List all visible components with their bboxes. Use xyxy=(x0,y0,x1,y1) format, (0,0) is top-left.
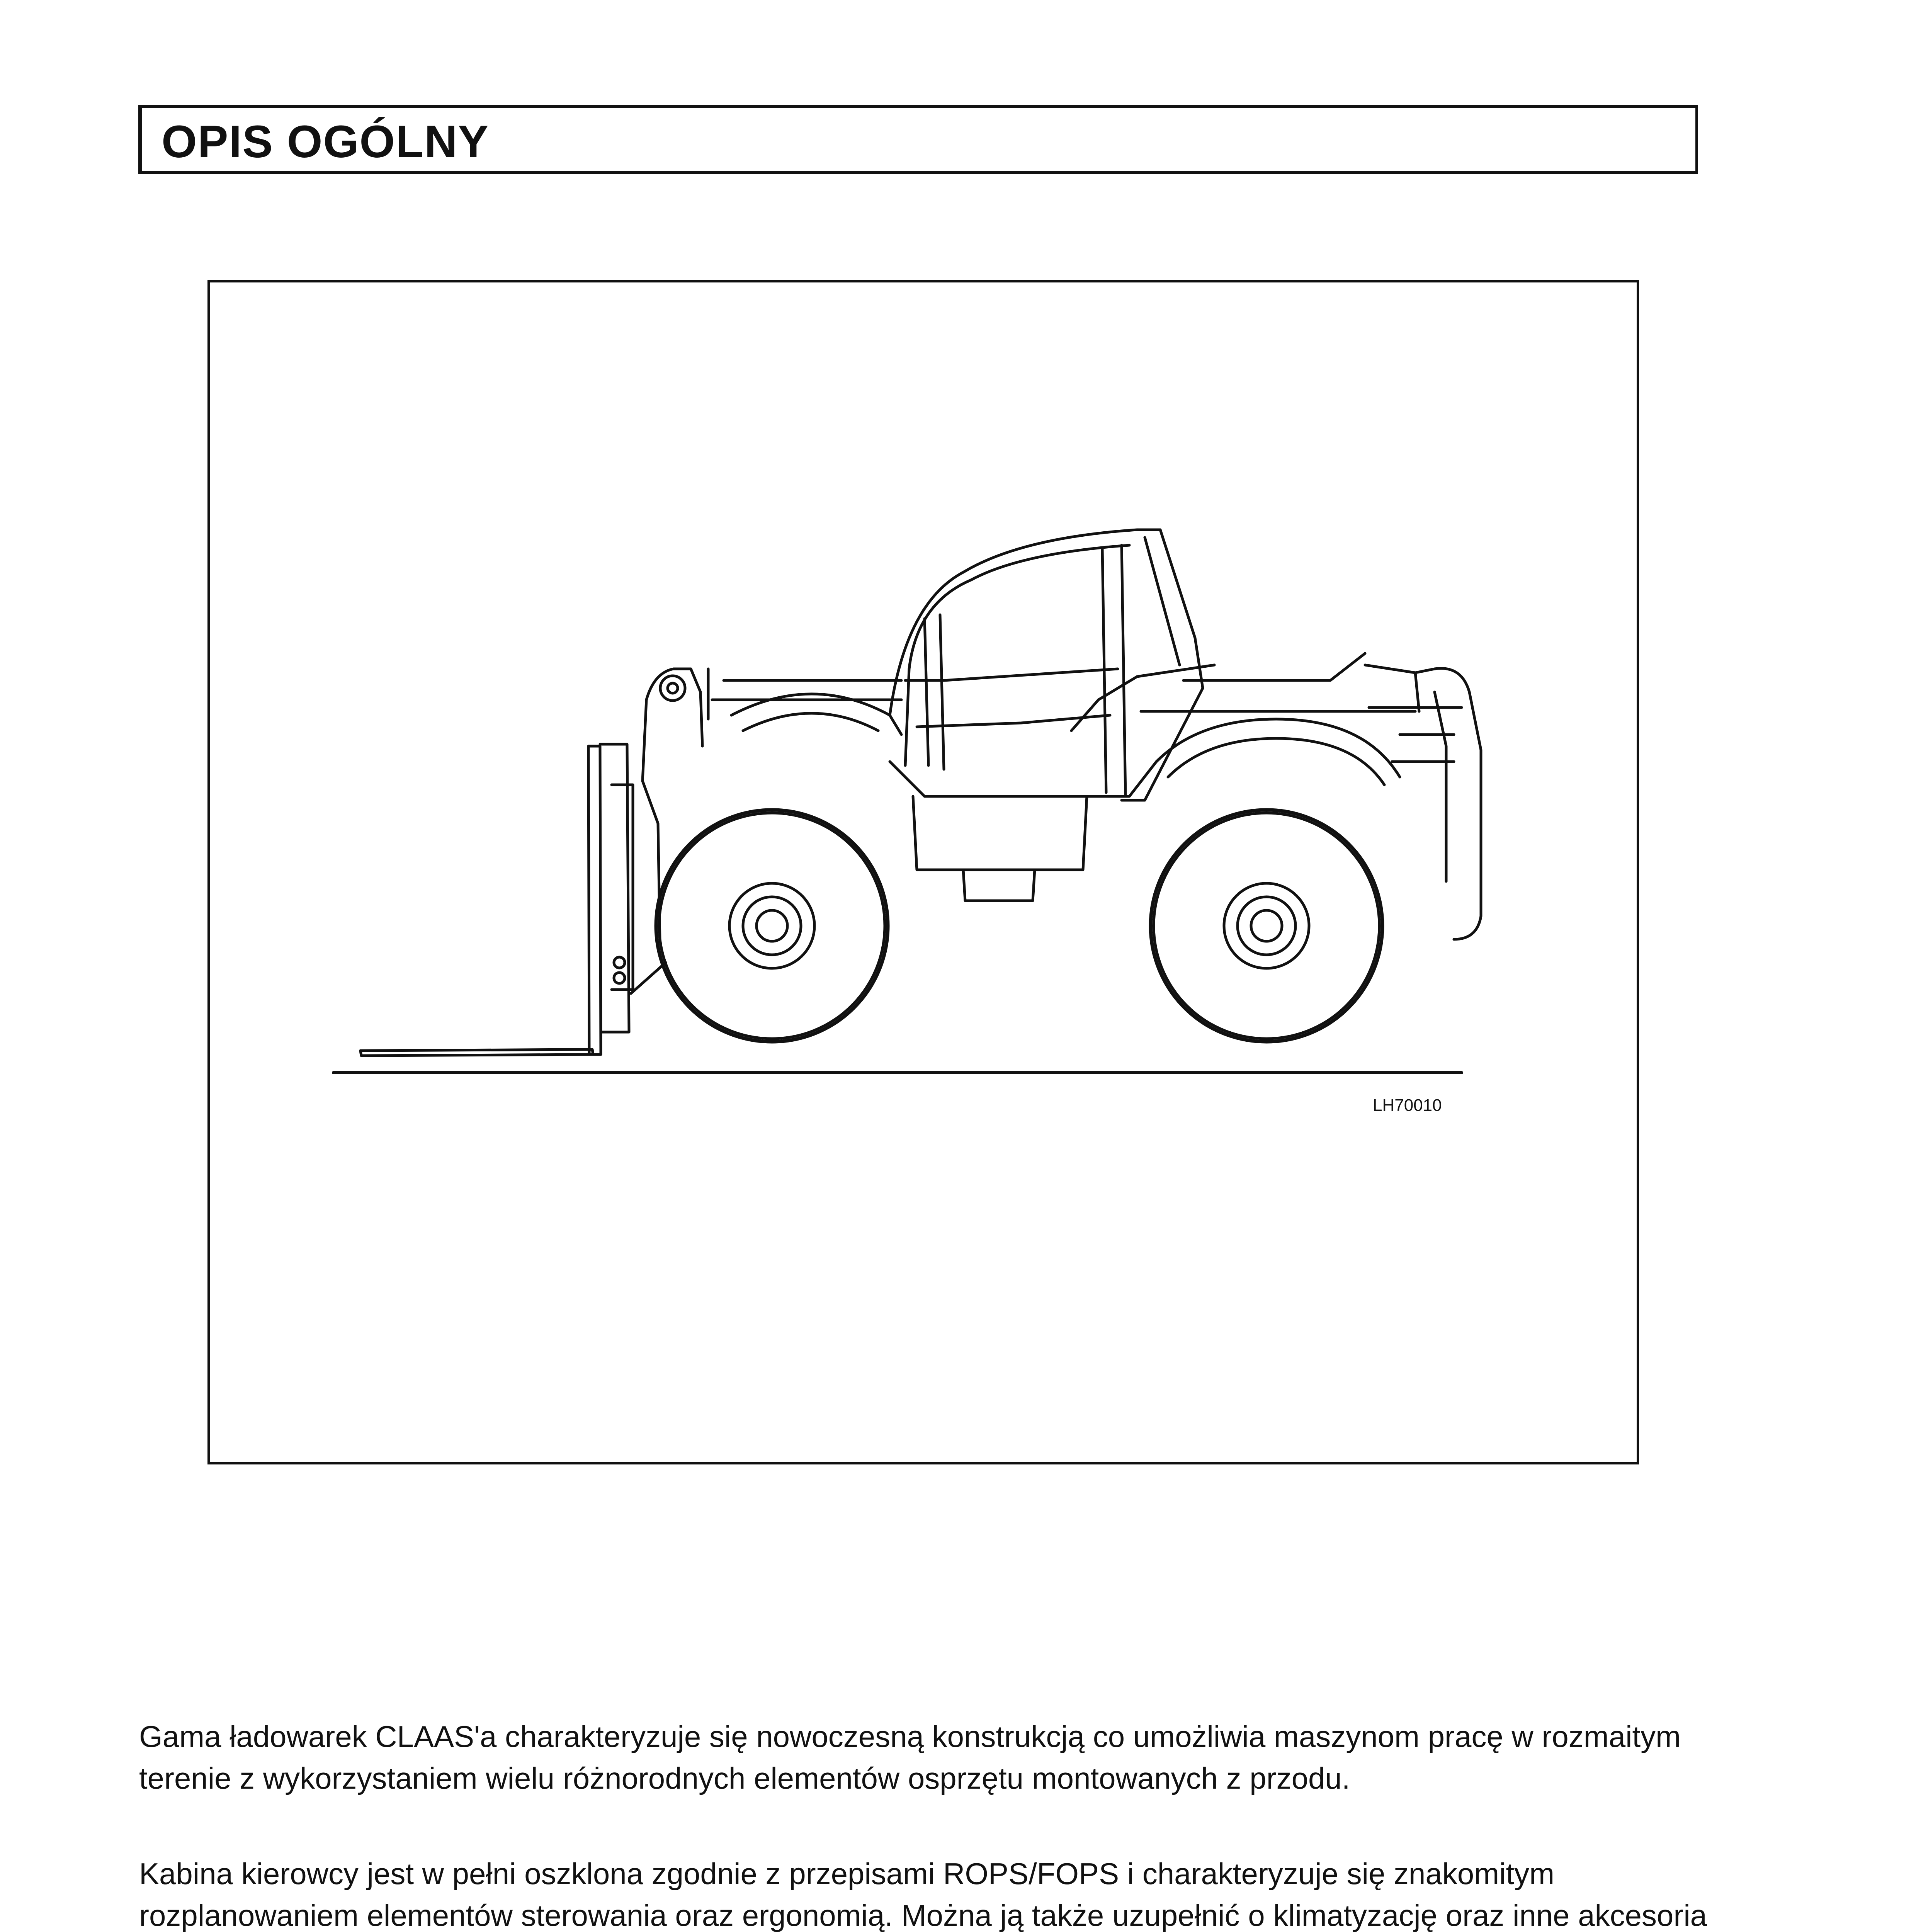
paragraph-1 xyxy=(139,1716,1708,1799)
paragraph-text: Kabina kierowcy jest w pełni oszklona zgodnie z przepisami ROPS/FOPS i charakteryzuje się znakomitym rozplanowaniem elementów sterowania oraz ergonomią. Można ją także uzupełnić o klimatyzację oraz inne akcesoria xyxy=(139,1857,1707,1932)
cab xyxy=(890,530,1203,800)
paragraph-2 xyxy=(139,1853,1708,1932)
figure-frame xyxy=(207,280,1639,1464)
rear-wheel xyxy=(1151,810,1382,1042)
boom xyxy=(643,669,901,939)
paragraph-text: Gama ładowarek CLAAS'a charakteryzuje się nowoczesną konstrukcją co umożliwia maszynom pracę w rozmaitym terenie z wykorzystaniem wielu różnorodnych elementów osprzętu montowanych z przodu. xyxy=(139,1719,1681,1795)
chassis xyxy=(731,653,1481,939)
figure-code: LH70010 xyxy=(1373,1096,1442,1115)
telehandler-illustration xyxy=(210,282,1637,1462)
forks xyxy=(360,744,666,1056)
page-title: OPIS OGÓLNY xyxy=(162,116,490,167)
section-header xyxy=(138,105,1698,174)
front-wheel xyxy=(656,810,888,1042)
